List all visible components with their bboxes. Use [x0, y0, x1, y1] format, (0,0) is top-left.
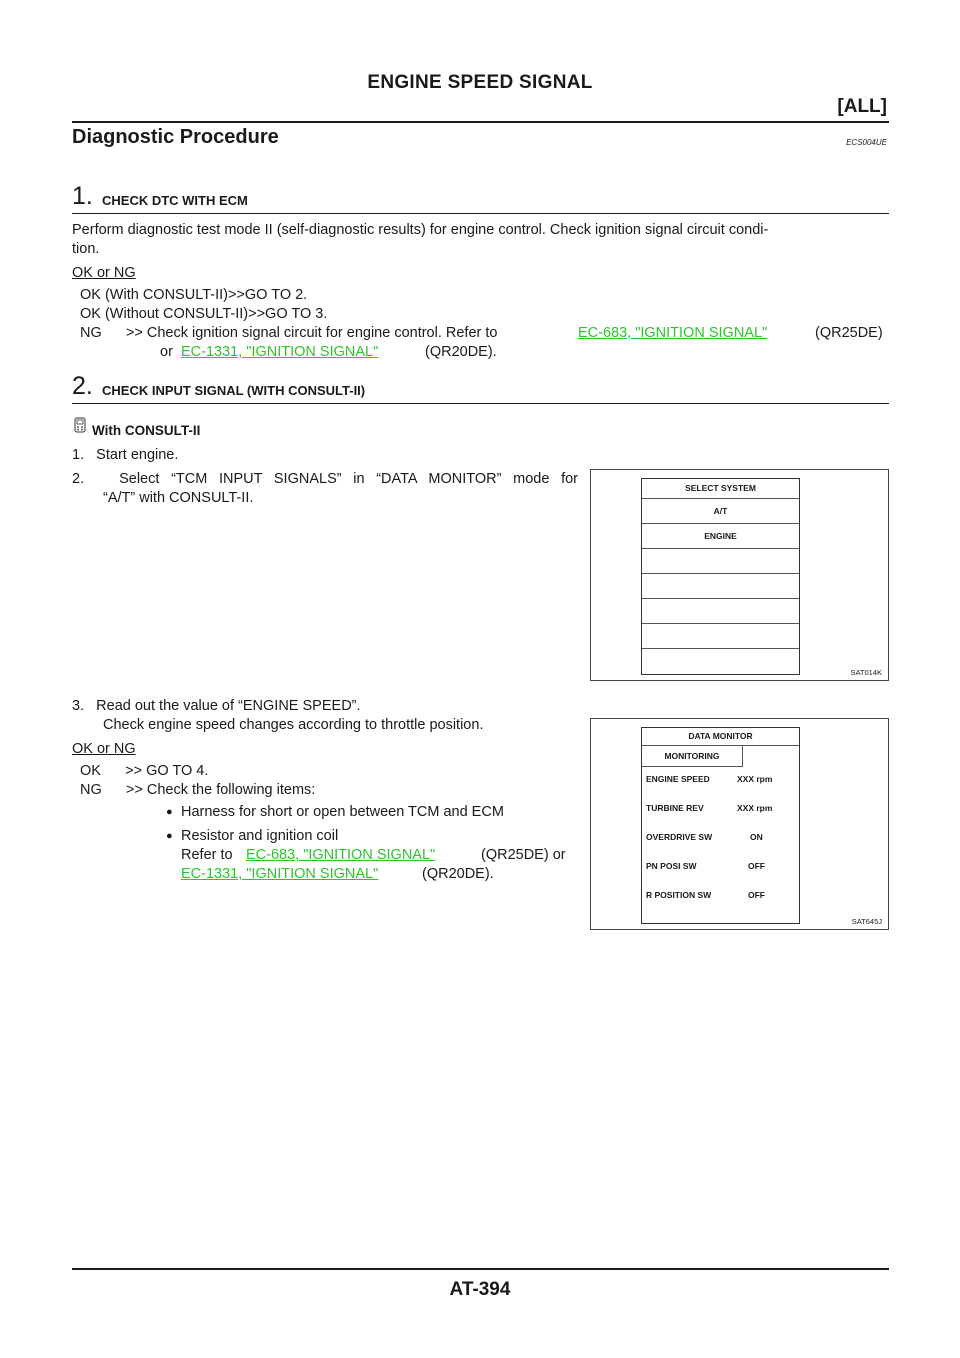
- figure-data-monitor: [590, 718, 889, 930]
- monitor-item-value: XXX rpm: [737, 774, 773, 784]
- data-monitor-title: DATA MONITOR: [642, 728, 799, 746]
- step-2-item-3-line1: 3. Read out the value of “ENGINE SPEED”.: [72, 698, 361, 714]
- step-2-refer-prefix: Refer to: [181, 847, 233, 863]
- step-2-link-ec1331[interactable]: EC-1331, "IGNITION SIGNAL": [181, 866, 379, 882]
- step-2-label: CHECK INPUT SIGNAL (WITH CONSULT-II): [102, 383, 366, 398]
- select-system-title: SELECT SYSTEM: [642, 479, 799, 499]
- header-rule: [72, 121, 889, 123]
- step-1-ok-ng: OK or NG: [72, 265, 136, 281]
- step-2-bullet-2: Resistor and ignition coil: [181, 828, 339, 844]
- step-2-bullet-1: Harness for short or open between TCM and ECM: [181, 804, 504, 820]
- page-title: ENGINE SPEED SIGNAL: [367, 72, 593, 93]
- monitor-item-value: OFF: [748, 890, 765, 900]
- step-1-ng-suffix2: (QR20DE).: [425, 344, 497, 360]
- figure-select-system: [590, 469, 889, 681]
- step-2-ng: NG >> Check the following items:: [80, 782, 316, 798]
- step-2-link-ec683[interactable]: EC-683, "IGNITION SIGNAL": [246, 847, 436, 863]
- step-1-ng-text: NG >> Check ignition signal circuit for engine control. Refer to: [80, 325, 498, 341]
- step-2-item-2-line1: 2. Select “TCM INPUT SIGNALS” in “DATA MONITOR” mode for: [72, 471, 578, 487]
- footer-rule: [72, 1268, 889, 1270]
- step-1-link-ec1331[interactable]: EC-1331, "IGNITION SIGNAL": [181, 344, 379, 360]
- step-2-ok-ng: OK or NG: [72, 741, 136, 757]
- bullet-icon: ●: [166, 806, 173, 818]
- figure-1-code: SAT014K: [850, 668, 882, 677]
- monitor-item-name: OVERDRIVE SW: [646, 832, 713, 842]
- select-system-row-empty: [642, 574, 799, 599]
- bullet-icon: ●: [166, 830, 173, 842]
- select-system-screen: [641, 478, 800, 675]
- step-1-number: 1.: [72, 182, 93, 210]
- with-consult-label: With CONSULT-II: [92, 423, 201, 438]
- consult-icon: [72, 417, 88, 433]
- step-2-item-2-line2: “A/T” with CONSULT-II.: [103, 490, 254, 506]
- select-system-row-engine: ENGINE: [642, 524, 799, 549]
- step-1-link-ec683[interactable]: EC-683, "IGNITION SIGNAL": [578, 325, 768, 341]
- step-1-label: CHECK DTC WITH ECM: [102, 193, 248, 208]
- step-1-body-line2: tion.: [72, 241, 100, 257]
- select-system-row-empty: [642, 549, 799, 574]
- step-1-body-line1: Perform diagnostic test mode II (self-diagnostic results) for engine control. Check ignition signal circuit condi-: [72, 222, 769, 238]
- monitoring-tab: MONITORING: [642, 746, 743, 767]
- select-system-row-empty: [642, 624, 799, 649]
- monitor-item-value: ON: [750, 832, 763, 842]
- monitor-item-value: OFF: [748, 861, 765, 871]
- step-2-number: 2.: [72, 372, 93, 400]
- step-2-refer-suffix: (QR20DE).: [422, 866, 494, 882]
- monitor-item-value: XXX rpm: [737, 803, 773, 813]
- step-2-ok: OK >> GO TO 4.: [80, 763, 209, 779]
- page-number: AT-394: [449, 1279, 511, 1300]
- section-title: Diagnostic Procedure: [72, 126, 279, 148]
- step-1-heading: [72, 182, 889, 214]
- data-monitor-screen: [641, 727, 800, 924]
- page-scope: [ALL]: [837, 96, 887, 117]
- monitor-item-name: R POSITION SW: [646, 890, 712, 900]
- step-1-ng-suffix1: (QR25DE): [815, 325, 883, 341]
- monitor-item-name: TURBINE REV: [646, 803, 704, 813]
- section-code: ECS004UE: [846, 138, 887, 147]
- select-system-row-empty: [642, 599, 799, 624]
- step-2-heading: [72, 372, 889, 404]
- monitor-item-name: ENGINE SPEED: [646, 774, 710, 784]
- figure-2-code: SAT645J: [851, 917, 882, 926]
- step-1-ok-with: OK (With CONSULT-II)>>GO TO 2.: [80, 287, 308, 303]
- step-2-item-1: 1. Start engine.: [72, 447, 179, 463]
- step-2-refer-mid: (QR25DE) or: [481, 847, 566, 863]
- select-system-row-at: A/T: [642, 499, 799, 524]
- step-1-ok-without: OK (Without CONSULT-II)>>GO TO 3.: [80, 306, 328, 322]
- monitor-item-name: PN POSI SW: [646, 861, 697, 871]
- step-1-ng-or: or: [160, 344, 173, 360]
- step-2-item-3-line2: Check engine speed changes according to throttle position.: [103, 717, 484, 733]
